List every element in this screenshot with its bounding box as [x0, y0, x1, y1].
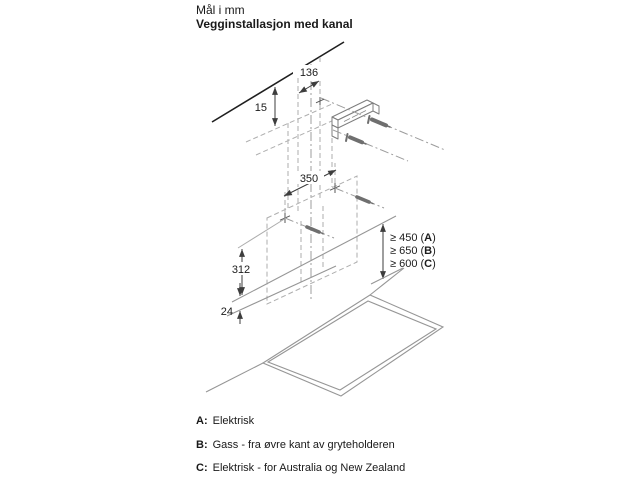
- legend-key-c: C:: [196, 462, 208, 474]
- dim-ceiling-gap: [255, 87, 275, 126]
- panel-screw: [307, 227, 323, 234]
- legend-key-b: B:: [196, 439, 208, 451]
- cooktop-inner-outline: [268, 301, 436, 390]
- screw-axis: [333, 130, 408, 161]
- dim-350-label: 350: [299, 173, 319, 185]
- legend-text-b: Gass - fra øvre kant av gryteholderen: [212, 439, 395, 451]
- units-label: Mål i mm: [196, 3, 245, 17]
- panel-screw: [357, 197, 373, 204]
- legend-text-a: Elektrisk: [212, 415, 255, 427]
- legend-item-a: [196, 415, 254, 427]
- counter-edge-line: [206, 363, 263, 392]
- clearance-label-b: ≥ 650 (B): [390, 245, 436, 257]
- dim-mount-height: [227, 218, 286, 295]
- hood-back-panel: [267, 176, 357, 304]
- dim-136-label: 136: [299, 67, 319, 79]
- legend-item-c: [196, 462, 405, 474]
- dim-15-label: 15: [254, 102, 267, 114]
- page-title: Vegginstallasjon med kanal: [196, 17, 353, 31]
- bracket-screw: [346, 134, 366, 144]
- bracket-screw: [368, 116, 390, 127]
- legend-key-a: A:: [196, 415, 208, 427]
- dim-24-label: 24: [220, 306, 233, 318]
- clearance-dimension: [371, 224, 436, 284]
- screw-position-cross: [316, 97, 324, 105]
- legend-text-c: Elektrisk - for Australia og New Zealand: [212, 462, 406, 474]
- legend-item-b: [196, 439, 395, 451]
- dim-edge-offset: [221, 283, 240, 324]
- dim-hole-spacing: [284, 163, 336, 213]
- ceiling-line: [212, 42, 344, 122]
- bracket-reference-line-lower: [256, 120, 334, 155]
- clearance-label-a: ≥ 450 (A): [390, 232, 436, 244]
- clearance-label-c: ≥ 600 (C): [390, 258, 436, 270]
- dim-312-label: 312: [231, 264, 251, 276]
